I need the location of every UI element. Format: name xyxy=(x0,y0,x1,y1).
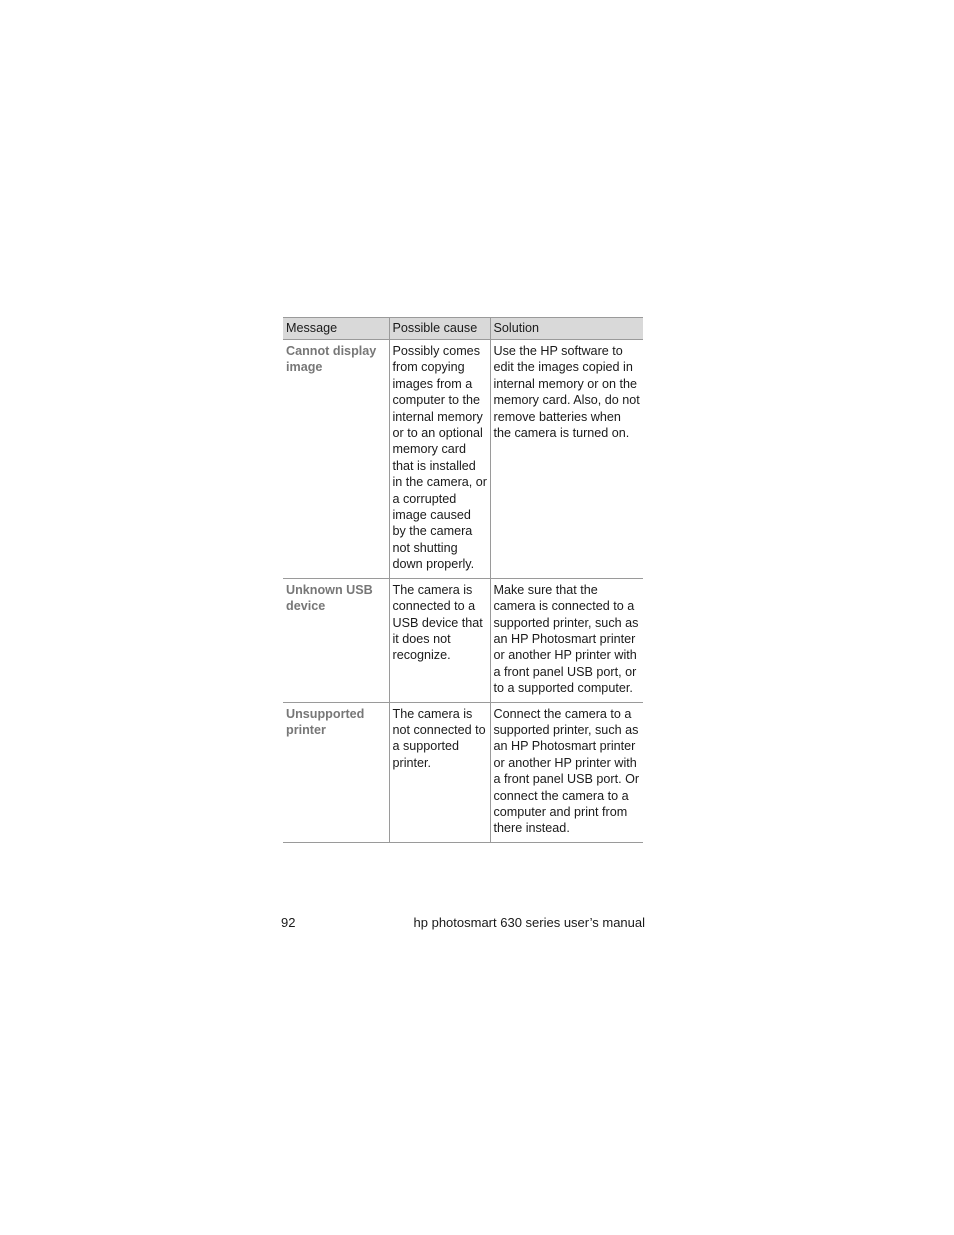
table-row xyxy=(283,702,643,842)
page-number: 92 xyxy=(281,915,296,930)
solution-cell: Make sure that the camera is connected to a supported printer, such as an HP Photosmart printer or another HP printer with a front panel USB port, or to a supported computer. xyxy=(490,578,643,702)
message-cell: Cannot display image xyxy=(283,340,389,579)
message-cell: Unsupported printer xyxy=(283,702,389,842)
header-message: Message xyxy=(283,318,389,340)
header-solution: Solution xyxy=(490,318,643,340)
header-possible-cause: Possible cause xyxy=(389,318,490,340)
troubleshooting-table xyxy=(283,317,643,843)
cause-cell: The camera is connected to a USB device that it does not recognize. xyxy=(389,578,490,702)
cause-cell: The camera is not connected to a supported printer. xyxy=(389,702,490,842)
message-cell: Unknown USB device xyxy=(283,578,389,702)
table-row xyxy=(283,578,643,702)
table-row xyxy=(283,340,643,579)
solution-cell: Use the HP software to edit the images copied in internal memory or on the memory card. Also, do not remove batteries when the camera is turned on. xyxy=(490,340,643,579)
manual-title: hp photosmart 630 series user’s manual xyxy=(413,915,645,930)
solution-cell: Connect the camera to a supported printer, such as an HP Photosmart printer or another HP printer with a front panel USB port. Or connect the camera to a computer and print from there instead. xyxy=(490,702,643,842)
cause-cell: Possibly comes from copying images from a computer to the internal memory or to an optional memory card that is installed in the camera, or a corrupted image caused by the camera not shutting down properly. xyxy=(389,340,490,579)
table-header-row xyxy=(283,318,643,340)
